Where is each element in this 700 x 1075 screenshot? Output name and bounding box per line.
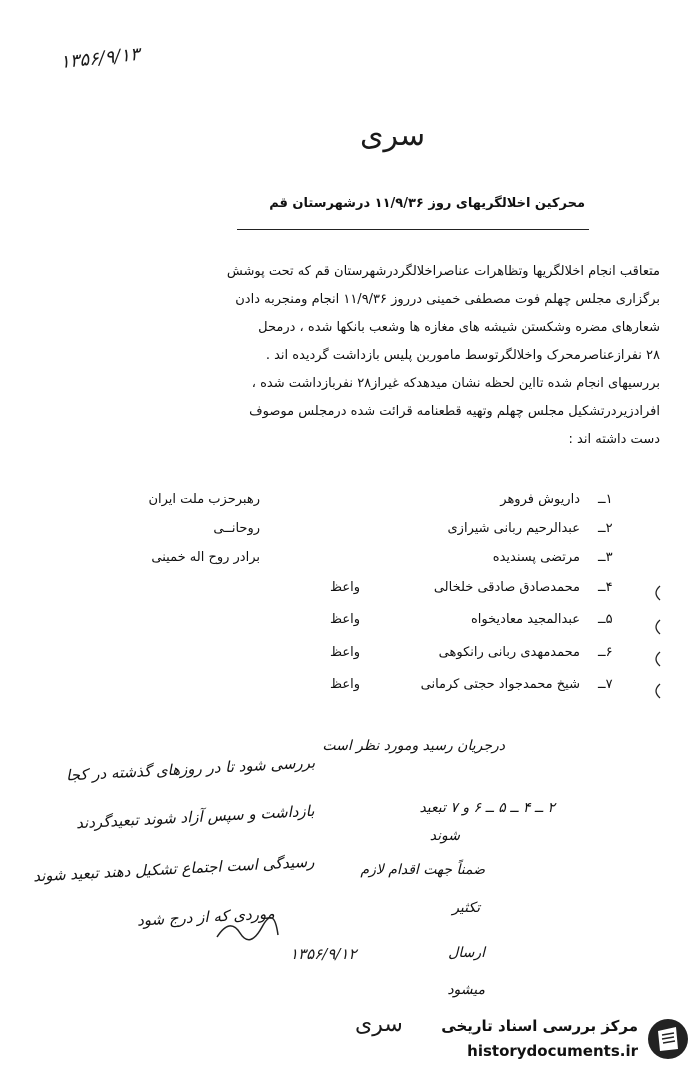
person-name: شیخ محمدجواد حجتی کرمانی [420,677,580,692]
person-name: محمدمهدی ربانی رانکوهی [438,645,580,660]
subject-underline [237,229,589,230]
list-item-number: ۲ــ [598,521,613,536]
person-name: عبدالمجید معادیخواه [471,612,580,627]
handwritten-note: بازداشت و سپس آزاد شوند تبعیدگردند [76,801,316,833]
document-subject: محرکین اخلالگریهای روز ۱۱/۹/۳۶ درشهرستان قم [269,196,585,211]
watermark-url: historydocuments.ir [467,1042,638,1060]
handwritten-note: تکثیر [452,900,480,916]
person-name: عبدالرحیم ربانی شیرازی [447,521,580,536]
handwritten-note: ضمناً جهت اقدام لازم [360,862,485,878]
handwritten-note: میشود [447,982,485,998]
list-item-number: ۱ــ [598,492,613,507]
archive-logo-icon [646,1017,690,1061]
handwritten-note: بررسی شود تا در روزهای گذشته در کجا [65,753,316,785]
list-item-number: ۳ــ [598,550,613,565]
watermark-title: مرکز بررسی اسناد تاریخی [441,1017,638,1035]
margin-check-icon [650,584,664,602]
list-item-number: ۷ــ [598,677,613,692]
list-item-number: ۵ــ [598,612,613,627]
margin-check-icon [650,682,664,700]
handwritten-note: ۲ ــ ۴ ــ ۵ ــ ۶ و ۷ تبعید [419,800,555,816]
person-role: روحانــی [213,521,260,536]
person-role: واعظ [330,580,360,595]
person-role: رهبرحزب ملت ایران [148,492,260,507]
handwritten-note: درجریان رسید ومورد نظر است [322,738,505,754]
classification-heading: سری [360,118,426,153]
body-line: متعاقب انجام اخلالگریها وتظاهرات عناصراخلالگردرشهرستان قم که تحت پوشش [226,264,660,279]
margin-check-icon [650,618,664,636]
person-role: برادر روح اله خمینی [151,550,260,565]
person-name: محمدصادق صادقی خلخالی [433,580,580,595]
person-role: واعظ [330,645,360,660]
person-name: داریوش فروهر [500,492,580,507]
body-line: افرادزیردرتشکیل مجلس چهلم وتهیه قطعنامه قرائت شده درمجلس موصوف [249,404,660,419]
body-line: برگزاری مجلس چهلم فوت مصطفی خمینی درروز ۱۱/۹/۳۶ انجام ومنجربه دادن [235,292,660,307]
signature-date: ۱۳۵۶/۹/۱۲ [290,945,357,963]
list-item-number: ۶ــ [598,645,613,660]
body-line: شعارهای مضره وشکستن شیشه های مغازه ها وشعب بانکها شده ، درمحل [258,320,660,335]
margin-check-icon [650,650,664,668]
handwritten-note: رسیدگی است اجتماع تشکیل دهند تبعید شوند [33,852,316,886]
body-line: دست داشته اند : [568,432,660,447]
handwritten-note: موردی که از درج شود [136,904,276,930]
person-role: واعظ [330,612,360,627]
handwritten-note: ارسال [448,945,485,961]
list-item-number: ۴ــ [598,580,613,595]
person-name: مرتضی پسندیده [492,550,580,565]
signature-mark [212,915,282,945]
handwritten-date: ۱۳۵۶/۹/۱۳ [59,43,141,74]
handwritten-note: شوند [429,828,460,844]
person-role: واعظ [330,677,360,692]
watermark [417,1015,692,1067]
body-line: ۲۸ نفرازعناصرمحرک واخلالگرتوسط ماموربن پلیس بازداشت گردیده اند . [265,348,660,363]
classification-footer: سری [355,1012,403,1037]
body-line: بررسیهای انجام شده تااین لحظه نشان میدهدکه غیراز۲۸ نفربازداشت شده ، [251,376,660,391]
